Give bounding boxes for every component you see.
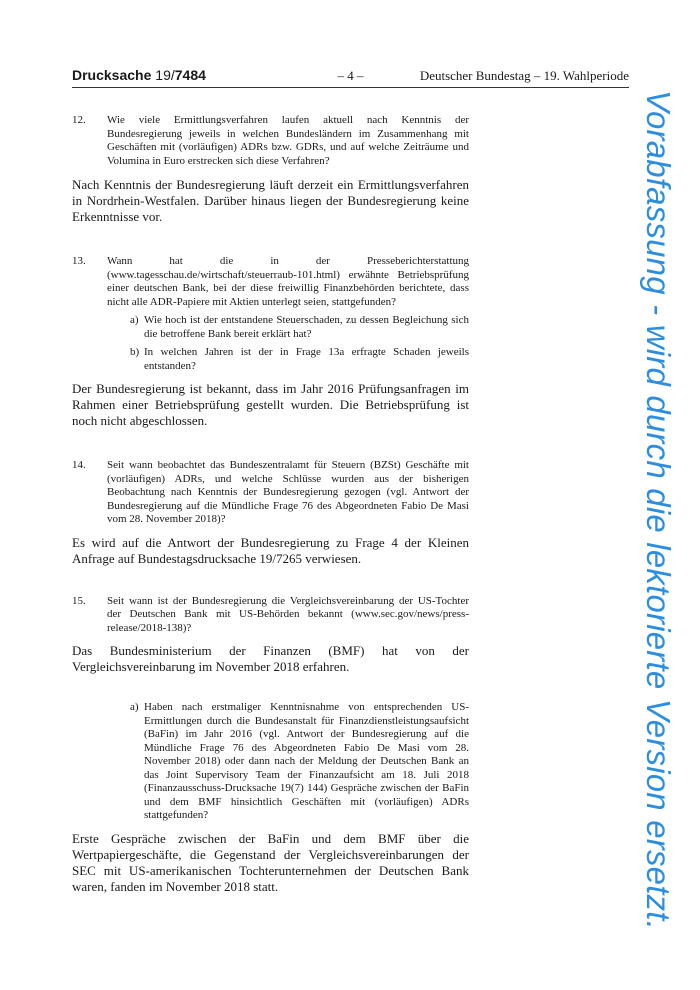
subquestion-text: Haben nach erstmaliger Kenntnisnahme von entsprechenden US-Ermittlungen durch die Bundesanstalt für Finanzdienstleistungsaufsicht (BaFin) im Jahr 2016 (vgl. Antwort der Bundesregierung auf die Mündliche Frage 76 des Abgeordneten Fabio De Masi vom 28. November 2018) oder dann nach der Meldung der Deutschen Bank an das Joint Supervisory Team der Finanzaufsicht am 18. Juli 2018 (Finanzausschuss-Drucksache 19(7) 144) Gespräche zwischen der BaFin und dem BMF hinsichtlich Geschäften mit (vorläufigen) ADRs stattgefunden? [144, 701, 469, 821]
subquestion-label: a) [130, 314, 139, 326]
question-text: Wann hat die in der Presseberichterstattung (www.tagesschau.de/wirtschaft/steuerraub-101.html) erwähnte Betriebsprüfung einer deutschen Bank, bei der diese freiwillig Finanzbehörden berichtete, dass nicht alle ADR-Papiere mit Aktien unterlegt seien, stattgefunden? [107, 255, 469, 308]
document-body [72, 114, 469, 895]
question-number: 13. [72, 255, 86, 267]
question-number: 14. [72, 459, 86, 471]
page-header [72, 67, 629, 88]
answer-15: Das Bundesministerium der Finanzen (BMF) hat von der Vergleichsvereinbarung im November 2018 erfahren. [72, 643, 469, 674]
question-number: 12. [72, 114, 86, 126]
subquestion-text: Wie hoch ist der entstandene Steuerschaden, zu dessen Begleichung sich die betroffene Bank bereit erklärt hat? [144, 314, 469, 340]
subquestion-label: a) [130, 701, 139, 713]
question-number: 15. [72, 594, 86, 607]
question-13a [130, 314, 469, 341]
drucksache-label: Drucksache [72, 67, 152, 83]
answer-15a: Erste Gespräche zwischen der BaFin und dem BMF über die Wertpapiergeschäfte, die Gegenstand der Vergleichsvereinbarungen der SEC mit US-amerikanischen Tochterunternehmen der Deutschen Bank waren, fanden im November 2018 statt. [72, 830, 469, 894]
drucksache-number: 7484 [174, 67, 206, 83]
answer-12: Nach Kenntnis der Bundesregierung läuft derzeit ein Ermittlungsverfahren in Nordrhein-Westfalen. Darüber hinaus liegen der Bundesregierung keine Erkenntnisse vor. [72, 177, 469, 224]
drucksache-prefix: 19/ [155, 67, 175, 83]
question-14 [72, 459, 469, 527]
subquestion-label: b) [130, 346, 140, 358]
question-text: Seit wann beobachtet das Bundeszentralamt für Steuern (BZSt) Geschäfte mit (vorläufigen) ADRs, und welche Schlüsse wurden aus der bisherigen Beobachtung nach Kenntnis der Bundesregierung gezogen (vgl. Antwort der Bundesregierung auf die Mündliche Frage 76 des Abgeordneten Fabio De Masi vom 28. November 2018)? [107, 459, 469, 525]
answer-13: Der Bundesregierung ist bekannt, dass im Jahr 2016 Prüfungsanfragen im Rahmen einer Betriebsprüfung gestellt wurden. Die Betriebsprüfung ist noch nicht abgeschlossen. [72, 381, 469, 428]
question-text: Seit wann ist der Bundesregierung die Vergleichsvereinbarung der US-Tochter der Deutschen Bank mit US-Behörden bekannt (www.sec.gov/news/press-release/2018-138)? [107, 594, 469, 634]
publisher: Deutscher Bundestag – 19. Wahlperiode [419, 68, 629, 83]
subquestion-text: In welchen Jahren ist der in Frage 13a erfragte Schaden jeweils entstanden? [144, 346, 469, 372]
question-13b [130, 346, 469, 373]
question-text: Wie viele Ermittlungsverfahren laufen aktuell nach Kenntnis der Bundesregierung jeweils in welchen Bundesländern im Zusammenhang mit Geschäften mit (vorläufigen) ADRs bzw. GDRs, und auf welche Zeiträume und Volumina in Euro erstrecken sich diese Verfahren? [107, 114, 469, 167]
question-13 [72, 255, 469, 309]
answer-14: Es wird auf die Antwort der Bundesregierung zu Frage 4 der Kleinen Anfrage auf Bundestagsdrucksache 19/7265 verwiesen. [72, 534, 469, 566]
page-number: – 4 – [337, 68, 364, 83]
question-15a [130, 701, 469, 823]
watermark-text: Vorabfassung - wird durch die lektorierte Version ersetzt. [640, 89, 678, 931]
draft-watermark [618, 89, 698, 931]
question-15 [72, 594, 469, 636]
question-12 [72, 114, 469, 168]
